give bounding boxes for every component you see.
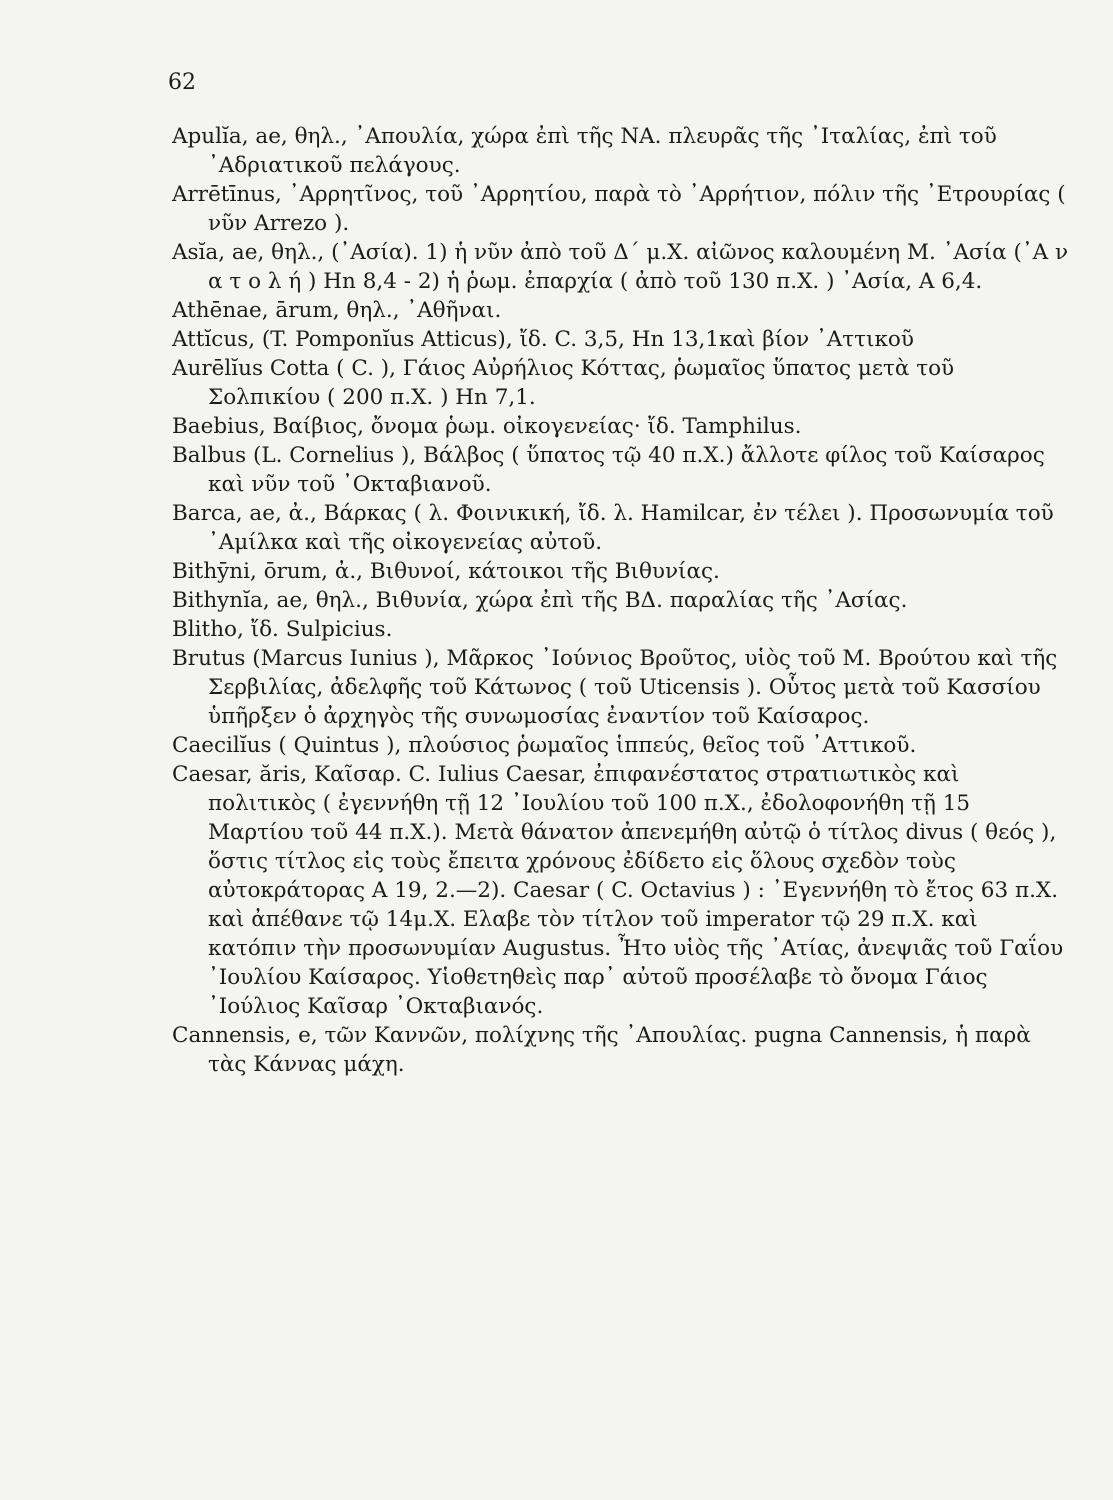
entry-aurelius-cotta: Aurēlĭus Cotta ( C. ), Γάιος Αὐρήλιος Κόττας, ῥωμαῖος ὕπατος μετὰ τοῦ Σολπικίου ( 200 π.Χ. ) Hn 7,1.: [172, 356, 955, 410]
entry-barca: Barca, ae, ἀ., Βάρκας ( λ. Φοινικική, ἴδ. λ. Hamilcar, ἐν τέλει ). Προσωνυμία τοῦ ᾿Αμίλκα καὶ τῆς οἰκογενείας αὐτοῦ.: [172, 501, 1054, 555]
entry-balbus: Balbus (L. Cornelius ), Βάλβος ( ὕπατος τῷ 40 π.Χ.) ἄλλοτε φίλος τοῦ Καίσαρος καὶ νῦν τοῦ ᾿Οκταβιανοῦ.: [172, 443, 1045, 497]
entry-baebius: Baebius, Βαίβιος, ὄνομα ῥωμ. οἰκογενείας· ἴδ. Tamphilus.: [172, 414, 802, 439]
entry-caesar: Caesar, ăris, Καῖσαρ. C. Iulius Caesar, ἐπιφανέστατος στρατιωτικὸς καὶ πολιτικὸς ( ἐγεννήθη τῇ 12 ᾿Ιουλίου τοῦ 100 π.Χ., ἐδολοφονήθη τῇ 15 Μαρτίου τοῦ 44 π.Χ.). Μετὰ θάνατον ἀπενεμήθη αὐτῷ ὁ τίτλος divus ( θεός ), ὅστις τίτλος εἰς τοὺς ἔπειτα χρόνους ἐδίδετο εἰς ὅλους σχεδὸν τοὺς αὐτοκράτορας Α 19, 2.—2). Caesar ( C. Octavius ) : ᾿Εγεννήθη τὸ ἔτος 63 π.Χ. καὶ ἀπέθανε τῷ 14μ.Χ. Ελαβε τὸν τίτλον τοῦ imperator τῷ 29 π.Χ. καὶ κατόπιν τὴν προσωνυμίαν Augustus. Ἦτο υἱὸς τῆς ᾿Ατίας, ἀνεψιᾶς τοῦ Γαΐου ᾿Ιουλίου Καίσαρος. Υἱοθετηθεὶς παρ᾿ αὐτοῦ προσέλαβε τὸ ὄνομα Γάιος ᾿Ιούλιος Καῖσαρ ᾿Οκταβιανός.: [172, 762, 1064, 1019]
entry-bithyni: Bithȳni, ōrum, ἀ., Βιθυνοί, κάτοικοι τῆς Βιθυνίας.: [172, 559, 720, 584]
entry-caecilius: Caecilĭus ( Quintus ), πλούσιος ῥωμαῖος ἱππεύς, θεῖος τοῦ ᾿Αττικοῦ.: [172, 733, 917, 758]
entry-atticus: Attĭcus, (T. Pomponĭus Atticus), ἴδ. C. 3,5, Hn 13,1καὶ βίον ᾿Αττικοῦ: [172, 327, 914, 352]
page-number: 62: [168, 70, 196, 95]
entry-cannensis: Cannensis, e, τῶν Καννῶν, πολίχνης τῆς ᾿Απουλίας. pugna Cannensis, ἡ παρὰ τὰς Κάννας μάχη.: [172, 1023, 1031, 1077]
entry-athenae: Athēnae, ārum, θηλ., ᾿Αθῆναι.: [172, 298, 502, 323]
entry-brutus: Brutus (Marcus Iunius ), Μᾶρκος ᾿Ιούνιος Βροῦτος, υἱὸς τοῦ Μ. Βρούτου καὶ τῆς Σερβιλίας, ἀδελφῆς τοῦ Κάτωνος ( τοῦ Uticensis ). Οὗτος μετὰ τοῦ Κασσίου ὑπῆρξεν ὁ ἀρχηγὸς τῆς συνωμοσίας ἐναντίον τοῦ Καίσαρος.: [172, 646, 1058, 729]
entry-asia: Asĭa, ae, θηλ., (᾿Ασία). 1) ἡ νῦν ἀπὸ τοῦ Δ΄ μ.Χ. αἰῶνος καλουμένη Μ. ᾿Ασία (᾿Α ν α τ ο λ ή ) Hn 8,4 - 2) ἡ ῥωμ. ἐπαρχία ( ἀπὸ τοῦ 130 π.Χ. ) ᾿Ασία, Α 6,4.: [172, 240, 1069, 294]
entry-blitho: Blitho, ἴδ. Sulpicius.: [172, 617, 393, 642]
entry-apulia: Apulĭa, ae, θηλ., ᾿Απουλία, χώρα ἐπὶ τῆς ΝΑ. πλευρᾶς τῆς ᾿Ιταλίας, ἐπὶ τοῦ ᾿Αδριατικοῦ πελάγους.: [172, 124, 997, 178]
glossary-entries: [172, 122, 1072, 1079]
entry-bithynia: Bithynĭa, ae, θηλ., Βιθυνία, χώρα ἐπὶ τῆς ΒΔ. παραλίας τῆς ᾿Ασίας.: [172, 588, 908, 613]
entry-arretinus: Arrētīnus, ᾿Αρρητῖνος, τοῦ ᾿Αρρητίου, παρὰ τὸ ᾿Αρρήτιον, πόλιν τῆς ᾿Ετρουρίας ( νῦν Arrezo ).: [172, 182, 1066, 236]
